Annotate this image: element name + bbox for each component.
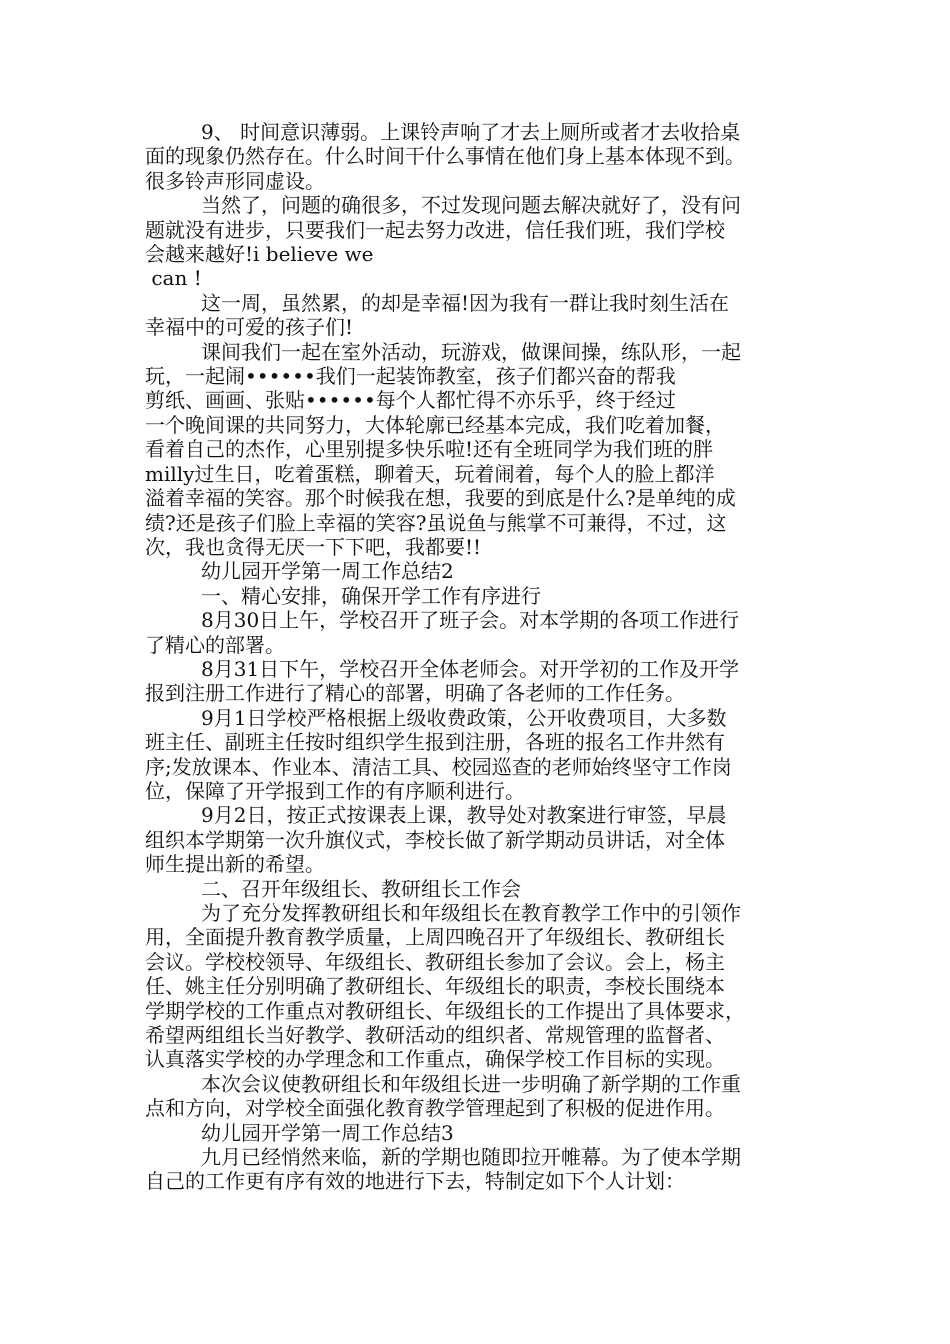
text-line: 点和方向，对学校全面强化教育教学管理起到了积极的促进作用。	[145, 1096, 725, 1121]
text-line: 学期学校的工作重点对教研组长、年级组长的工作提出了具体要求，	[145, 998, 745, 1023]
text-line: 一个晚间课的共同努力，大体轮廓已经基本完成，我们吃着加餐，	[145, 412, 725, 437]
paragraph	[145, 193, 810, 266]
paragraph	[145, 901, 810, 1072]
paragraph	[145, 706, 810, 804]
text-line: 幸福中的可爱的孩子们!	[145, 315, 354, 340]
section-heading	[145, 1121, 810, 1145]
text-line: 9、 时间意识薄弱。上课铃声响了才去上厕所或者才去收拾桌	[201, 120, 741, 144]
text-line: 这一周，虽然累，的却是幸福!因为我有一群让我时刻生活在	[201, 290, 730, 315]
text-line: 课间我们一起在室外活动，玩游戏，做课间操，练队形，一起	[201, 339, 741, 364]
section-heading	[145, 877, 810, 901]
paragraph	[145, 266, 810, 290]
paragraph	[145, 120, 810, 193]
paragraph	[145, 803, 810, 876]
text-line: 九月已经悄然来临，新的学期也随即拉开帷幕。为了使本学期	[201, 1145, 741, 1170]
text-line: 为了充分发挥教研组长和年级组长在教育教学工作中的引领作	[201, 901, 741, 925]
text-line: 了精心的部署。	[145, 632, 285, 657]
text-line: 用，全面提升教育教学质量，上周四晚召开了年级组长、教研组长	[145, 925, 725, 950]
text-line: 看着自己的杰作，心里别提多快乐啦!还有全班同学为我们班的胖	[145, 437, 714, 462]
text-line: 9月1日学校严格根据上级收费政策，公开收费项目，大多数	[201, 705, 727, 730]
paragraph	[145, 1145, 810, 1194]
text-line: 本次会议使教研组长和年级组长进一步明确了新学期的工作重	[201, 1071, 741, 1096]
text-line: 9月2日，按正式按课表上课，教导处对教案进行审签，早晨	[201, 803, 727, 828]
paragraph	[145, 657, 810, 706]
text-line: 题就没有进步，只要我们一起去努力改进，信任我们班，我们学校	[145, 217, 725, 242]
text-line: 幼儿园开学第一周工作总结2	[201, 559, 454, 584]
document-body	[145, 120, 810, 1194]
paragraph	[145, 291, 810, 340]
text-line: 任、姚主任分别明确了教研组长、年级组长的职责，李校长围绕本	[145, 974, 725, 999]
text-line: 溢着幸福的笑容。那个时候我在想，我要的到底是什么?是单纯的成	[145, 486, 736, 511]
section-heading	[145, 559, 810, 583]
text-line: 班主任、副班主任按时组织学生报到注册，各班的报名工作井然有	[145, 730, 725, 755]
text-line: 序;发放课本、作业本、清洁工具、校园巡查的老师始终坚守工作岗	[145, 754, 732, 779]
text-line: 面的现象仍然存在。什么时间干什么事情在他们身上基本体现不到。	[145, 144, 745, 169]
text-line: 玩，一起闹••••••我们一起装饰教室，孩子们都兴奋的帮我	[145, 364, 676, 389]
section-heading	[145, 584, 810, 608]
text-line: 希望两组组长当好教学、教研活动的组织者、常规管理的监督者、	[145, 1023, 725, 1048]
text-line: 位，保障了开学报到工作的有序顺利进行。	[145, 778, 525, 803]
text-line: milly过生日，吃着蛋糕，聊着天，玩着闹着，每个人的脸上都洋	[145, 461, 715, 486]
text-line: 报到注册工作进行了精心的部署，明确了各老师的工作任务。	[145, 681, 685, 706]
text-line: 会越来越好!i believe we	[145, 242, 374, 267]
text-line: 当然了，问题的确很多，不过发现问题去解决就好了，没有问	[201, 193, 741, 218]
text-line: 认真落实学校的办学理念和工作重点，确保学校工作目标的实现。	[145, 1047, 725, 1072]
text-line: 次，我也贪得无厌一下下吧，我都要!!	[145, 534, 482, 559]
text-line: 很多铃声形同虚设。	[145, 168, 325, 193]
text-line: 组织本学期第一次升旗仪式，李校长做了新学期动员讲话，对全体	[145, 827, 725, 852]
paragraph	[145, 1072, 810, 1121]
text-line: 二、召开年级组长、教研组长工作会	[201, 876, 521, 901]
text-line: can !	[145, 266, 202, 291]
paragraph	[145, 608, 810, 657]
text-line: 自己的工作更有序有效的地进行下去，特制定如下个人计划：	[145, 1169, 685, 1194]
text-line: 师生提出新的希望。	[145, 852, 325, 877]
text-line: 一、精心安排，确保开学工作有序进行	[201, 583, 541, 608]
text-line: 幼儿园开学第一周工作总结3	[201, 1120, 454, 1145]
text-line: 会议。学校校领导、年级组长、教研组长参加了会议。会上，杨主	[145, 949, 725, 974]
text-line: 8月31日下午，学校召开全体老师会。对开学初的工作及开学	[201, 656, 740, 681]
text-line: 绩?还是孩子们脸上幸福的笑容?虽说鱼与熊掌不可兼得，不过，这	[145, 510, 727, 535]
text-line: 8月30日上午，学校召开了班子会。对本学期的各项工作进行	[201, 608, 740, 633]
paragraph	[145, 340, 810, 560]
text-line: 剪纸、画画、张贴••••••每个人都忙得不亦乐乎，终于经过	[145, 388, 676, 413]
